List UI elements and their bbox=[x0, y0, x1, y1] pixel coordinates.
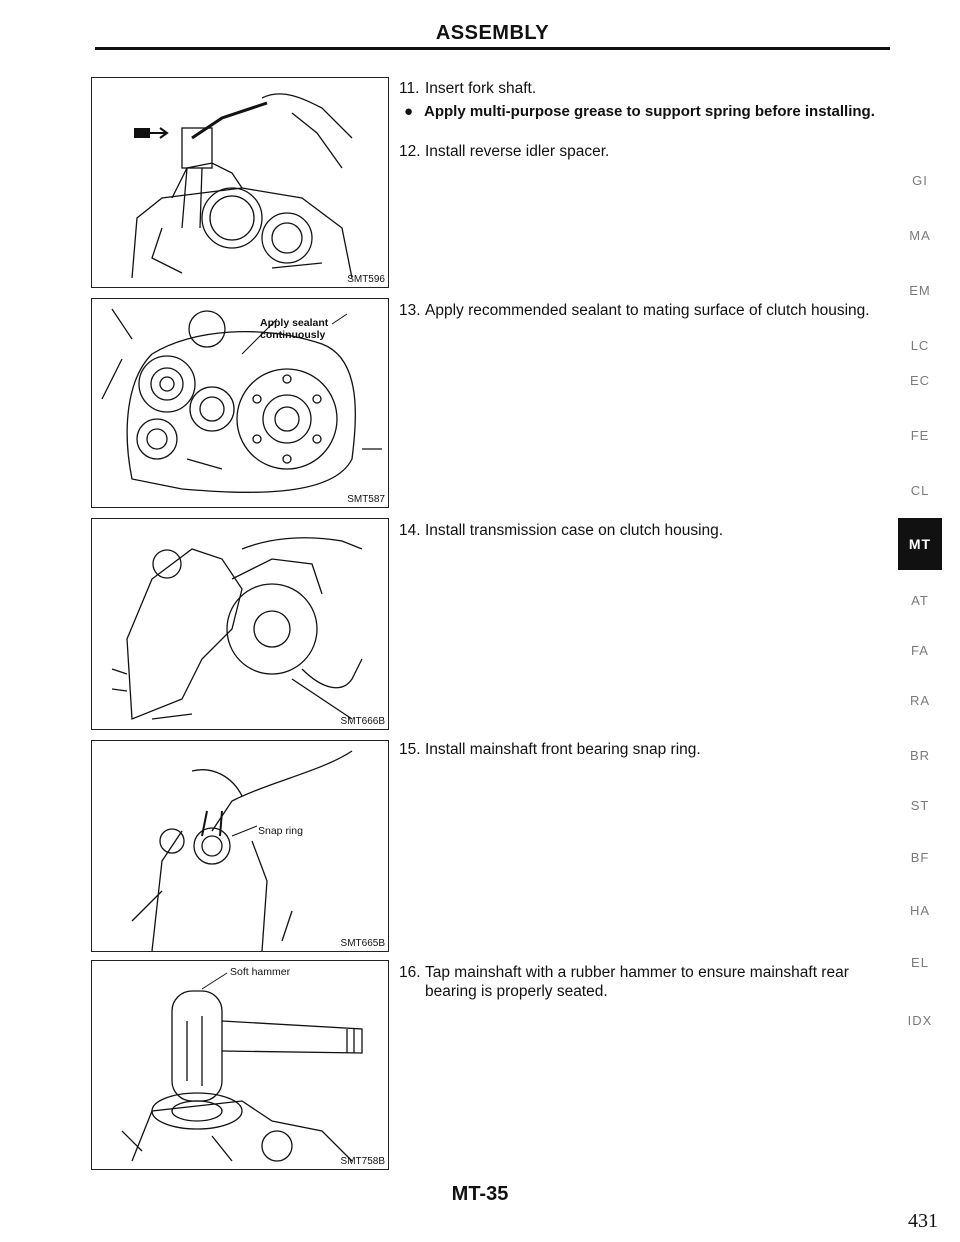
step-text: Install reverse idler spacer. bbox=[425, 143, 610, 160]
page-number: 431 bbox=[908, 1210, 938, 1232]
soft-hammer-illustration bbox=[92, 961, 388, 1169]
section-tab-em[interactable]: EM bbox=[909, 283, 931, 298]
section-tab-bf[interactable]: BF bbox=[910, 850, 930, 865]
page-code: MT-35 bbox=[451, 1183, 509, 1205]
figure-snap-ring bbox=[91, 740, 389, 952]
step-number: 11. bbox=[399, 80, 420, 97]
sealant-illustration bbox=[92, 299, 388, 507]
transmission-case-illustration bbox=[92, 519, 388, 729]
step-text: Tap mainshaft with a rubber hammer to ensure mainshaft rear bearing is properly seated. bbox=[425, 964, 849, 1000]
step-12 bbox=[399, 142, 894, 161]
callout-snap-ring: Snap ring bbox=[258, 825, 303, 837]
section-tab-ec[interactable]: EC bbox=[909, 373, 931, 388]
step-11 bbox=[399, 79, 894, 98]
figure-sealant bbox=[91, 298, 389, 508]
step-15 bbox=[399, 740, 894, 759]
step-text: Insert fork shaft. bbox=[425, 80, 537, 97]
section-tab-ha[interactable]: HA bbox=[909, 903, 931, 918]
section-tab-st[interactable]: ST bbox=[910, 798, 930, 813]
callout-continuously: continuously bbox=[260, 329, 326, 341]
step-number: 16. bbox=[399, 964, 421, 981]
figure-code: SMT596 bbox=[347, 274, 385, 285]
section-tab-gi[interactable]: GI bbox=[912, 173, 928, 188]
section-tab-lc[interactable]: LC bbox=[910, 338, 930, 353]
callout-soft-hammer: Soft hammer bbox=[230, 966, 291, 978]
step-text: Install transmission case on clutch housing. bbox=[425, 522, 724, 539]
header-rule bbox=[95, 47, 890, 50]
step-number: 13. bbox=[399, 302, 421, 319]
section-tab-mt[interactable]: MT bbox=[898, 518, 942, 570]
figure-code: SMT666B bbox=[340, 716, 385, 727]
step-14 bbox=[399, 521, 894, 540]
section-tab-fa[interactable]: FA bbox=[911, 643, 929, 658]
step-text: Install mainshaft front bearing snap ring. bbox=[425, 741, 701, 758]
section-tab-at[interactable]: AT bbox=[911, 593, 929, 608]
section-tab-idx[interactable]: IDX bbox=[907, 1013, 933, 1028]
section-tab-el[interactable]: EL bbox=[911, 955, 929, 970]
fork-shaft-illustration bbox=[92, 78, 388, 287]
note-grease bbox=[404, 102, 894, 121]
callout-apply-sealant: Apply sealant bbox=[260, 317, 329, 329]
figure-code: SMT587 bbox=[347, 494, 385, 505]
step-number: 15. bbox=[399, 741, 421, 758]
page-title: ASSEMBLY bbox=[435, 22, 550, 44]
section-tab-ra[interactable]: RA bbox=[909, 693, 931, 708]
snap-ring-illustration bbox=[92, 741, 388, 951]
step-text: Apply recommended sealant to mating surface of clutch housing. bbox=[425, 302, 870, 319]
section-tab-fe[interactable]: FE bbox=[910, 428, 930, 443]
bullet-icon: ● bbox=[404, 103, 414, 120]
figure-code: SMT665B bbox=[340, 938, 385, 949]
note-text: Apply multi-purpose grease to support spring before installing. bbox=[424, 103, 875, 120]
section-tab-br[interactable]: BR bbox=[909, 748, 931, 763]
step-16 bbox=[399, 963, 894, 1001]
figure-fork-shaft bbox=[91, 77, 389, 288]
section-tab-ma[interactable]: MA bbox=[909, 228, 931, 243]
figure-transmission-case bbox=[91, 518, 389, 730]
step-number: 12. bbox=[399, 143, 421, 160]
step-13 bbox=[399, 301, 894, 320]
figure-soft-hammer bbox=[91, 960, 389, 1170]
section-tab-cl[interactable]: CL bbox=[910, 483, 930, 498]
step-number: 14. bbox=[399, 522, 421, 539]
figure-code: SMT758B bbox=[340, 1156, 385, 1167]
